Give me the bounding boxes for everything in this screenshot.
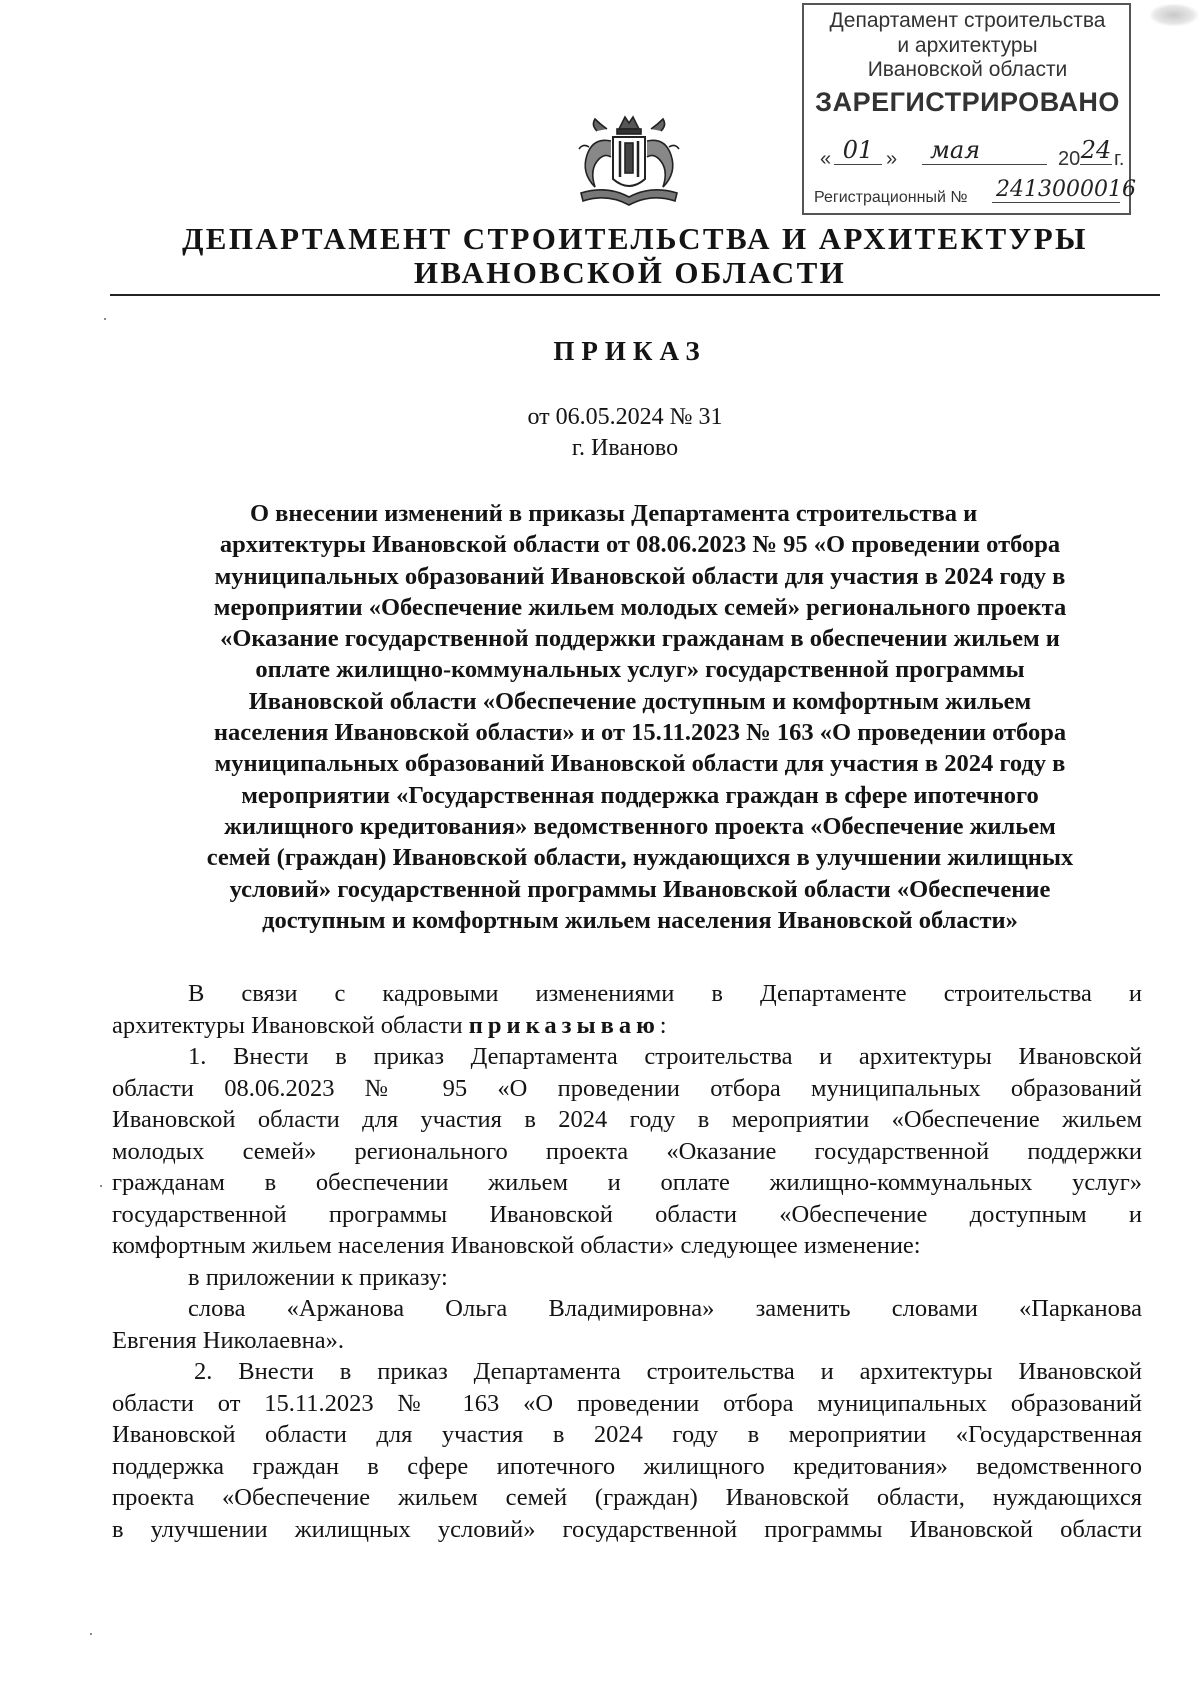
stamp-quote-close: » [886,148,898,170]
item2-line: проекта «Обеспечение жильем семей (граждан) Ивановской области, нуждающихся [112,1484,1142,1511]
appendix-line: в приложении к приказу: [188,1263,448,1291]
stamp-date [812,136,1130,172]
item1-line: области 08.06.2023 № 95 «О проведении отбора муниципальных образований [112,1074,1142,1102]
document-date-number: от 06.05.2024 № 31 [527,404,723,430]
body-intro-line2 [112,1010,1142,1042]
body-intro-line1: В связи с кадровыми изменениями в Департаменте строительства и [188,980,1142,1007]
order-verb: приказываю [468,1011,660,1039]
subject-line: семей (граждан) Ивановской области, нуждающихся в улучшении жилищных [206,844,1074,872]
replace-line1: слова «Аржанова Ольга Владимировна» заменить словами «Парканова [188,1295,1142,1322]
stamp-quote-open: « [820,148,832,170]
scan-speck [90,1633,92,1635]
stamp-number-value: 2413000016 [992,177,1120,203]
subject-line: «Оказание государственной поддержки гражданам в обеспечении жильем и [220,625,1060,653]
replace-line2: Евгения Николаевна». [112,1326,345,1354]
order-body [112,978,1142,1545]
scan-speck [104,318,106,320]
item2-line: Ивановской области для участия в 2024 году в мероприятии «Государственная [112,1421,1142,1448]
item1-line: гражданам в обеспечении жильем и оплате жилищно-коммунальных услуг» [112,1169,1142,1196]
subject-line: Ивановской области «Обеспечение доступным и комфортным жильем [248,687,1032,715]
subject-line: доступным и комфортным жильем населения Ивановской области» [262,906,1018,934]
subject-line: оплате жилищно-коммунальных услуг» государственной программы [255,656,1025,684]
stamp-year-unit: г. [1114,148,1125,170]
subject-line: населения Ивановской области» и от 15.11.2023 № 163 «О проведении отбора [213,719,1067,747]
subject-line: мероприятии «Обеспечение жильем молодых семей» регионального проекта [213,593,1067,621]
item1-line: 1. Внести в приказ Департамента строительства и архитектуры Ивановской [188,1043,1142,1070]
item2-line: в улучшении жилищных условий» государственной программы Ивановской области [112,1515,1142,1543]
department-title-line1: ДЕПАРТАМЕНТ СТРОИТЕЛЬСТВА И АРХИТЕКТУРЫ [182,221,1088,256]
item1-line: комфортным жильем населения Ивановской области» следующее изменение: [112,1232,921,1259]
stamp-day: 01 [834,136,882,165]
stamp-dept-line2: и архитектуры [897,34,1038,57]
item2-line: области от 15.11.2023 № 163 «О проведении отбора муниципальных образований [112,1389,1142,1417]
stamp-dept-line3: Ивановской области [867,58,1068,81]
item2-line: 2. Внести в приказ Департамента строительства и архитектуры Ивановской [194,1358,1142,1385]
coat-of-arms-icon [567,107,691,209]
stamp-number-label: Регистрационный № [814,189,968,206]
body-intro-start: архитектуры Ивановской области [112,1011,463,1039]
header-rule [110,294,1160,296]
department-title-line2: ИВАНОВСКОЙ ОБЛАСТИ [413,255,847,290]
scan-speck [100,1185,102,1187]
body-intro-colon: : [659,1011,667,1039]
item1-line: Ивановской области для участия в 2024 году в мероприятии «Обеспечение жильем [112,1106,1142,1133]
item1-line: молодых семей» регионального проекта «Оказание государственной поддержки [112,1137,1142,1165]
order-subject [130,498,1150,936]
subject-line: архитектуры Ивановской области от 08.06.2023 № 95 «О проведении отбора [219,531,1061,559]
document-city: г. Иваново [571,435,679,461]
subject-line: жилищного кредитования» ведомственного проекта «Обеспечение жильем [224,812,1056,840]
subject-line: муниципальных образований Ивановской области для участия в 2024 году в [214,562,1066,590]
document-type-title: ПРИКАЗ [553,336,707,366]
registration-stamp [802,3,1136,215]
stamp-registered-label: ЗАРЕГИСТРИРОВАНО [815,87,1120,117]
scan-smudge [1150,4,1198,26]
stamp-year-suffix: 24 [1080,136,1112,164]
stamp-dept-line1: Департамент строительства [829,9,1106,32]
stamp-year-prefix: 20 [1058,148,1081,170]
stamp-month: мая [922,136,1047,165]
subject-line: мероприятии «Государственная поддержка граждан в сфере ипотечного [241,781,1039,809]
subject-line: муниципальных образований Ивановской области для участия в 2024 году в [214,750,1066,778]
subject-line: О внесении изменений в приказы Департамента строительства и [250,500,978,527]
subject-line: условий» государственной программы Ивановской области «Обеспечение [229,875,1051,903]
item2-line: поддержка граждан в сфере ипотечного жилищного кредитования» ведомственного [112,1452,1142,1480]
item1-line: государственной программы Ивановской области «Обеспечение доступным и [112,1200,1142,1228]
